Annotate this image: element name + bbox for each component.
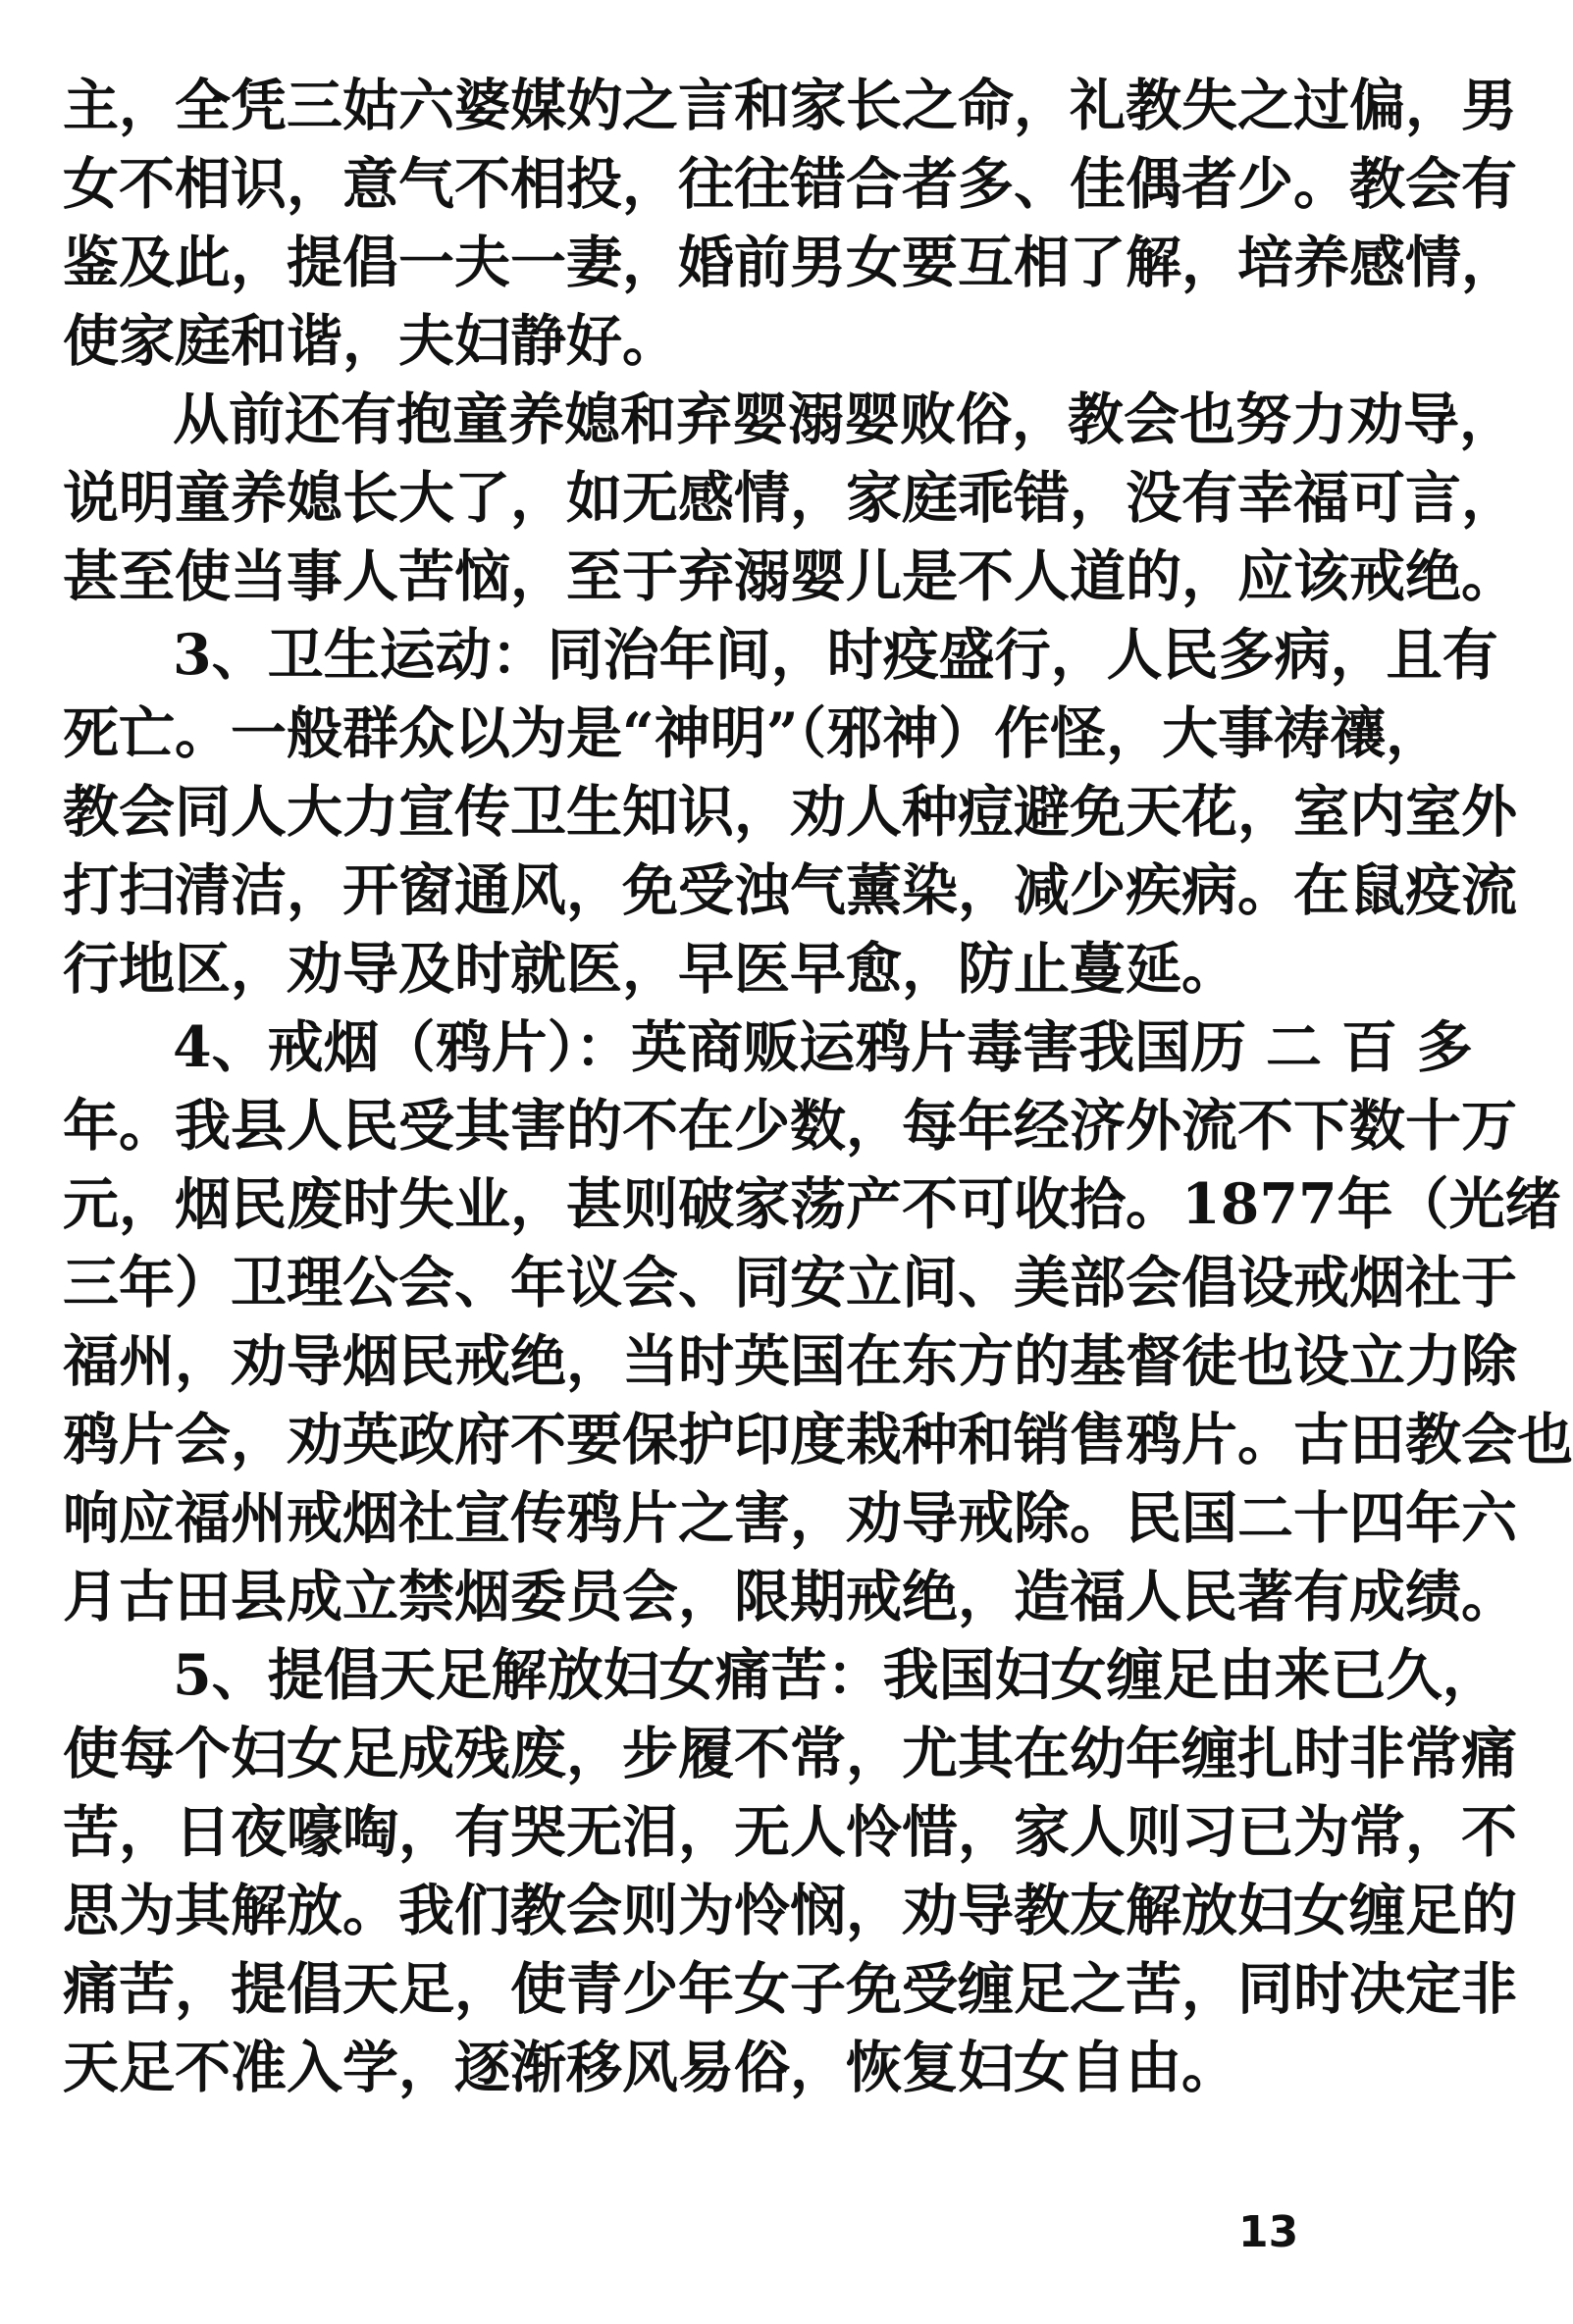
text-line: 天足不准入学，逐渐移风易俗，恢复妇女自由。 (63, 2035, 1237, 2100)
text-line: 5、提倡天足解放妇女痛苦：我国妇女缠足由来已久， (173, 1642, 1498, 1708)
text-line: 福州，劝导烟民戒绝，当时英国在东方的基督徒也设立力除 (63, 1328, 1517, 1394)
text-line: 鉴及此，提倡一夫一妻，婚前男女要互相了解，培养感情， (63, 230, 1517, 295)
text-line: 年。我县人民受其害的不在少数，每年经济外流不下数十万 (63, 1093, 1517, 1159)
text-line: 说明童养媳长大了，如无感情，家庭乖错，没有幸福可言， (63, 465, 1517, 531)
text-line: 3、卫生运动：同治年间，时疫盛行，人民多病，且有 (173, 622, 1498, 688)
text-line: 教会同人大力宣传卫生知识，劝人种痘避免天花，室内室外 (63, 779, 1517, 845)
text-line: 使家庭和谐，夫妇静好。 (63, 308, 678, 374)
text-line: 元，烟民废时失业，甚则破家荡产不可收拾。1877年（光绪 (63, 1171, 1561, 1237)
text-line: 响应福州戒烟社宣传鸦片之害，劝导戒除。民国二十四年六 (63, 1485, 1517, 1551)
text-line: 苦，日夜嚎啕，有哭无泪，无人怜惜，家人则习已为常，不 (63, 1799, 1517, 1865)
text-line: 甚至使当事人苦恼，至于弃溺婴儿是不人道的，应该戒绝。 (63, 543, 1517, 609)
text-line: 三年）卫理公会、年议会、同安立间、美部会倡设戒烟社于 (63, 1250, 1517, 1316)
text-line: 打扫清洁，开窗通风，免受浊气薰染，减少疾病。在鼠疫流 (63, 857, 1517, 923)
text-line: 从前还有抱童养媳和弃婴溺婴败俗，教会也努力劝导， (173, 387, 1515, 452)
text-line: 使每个妇女足成残废，步履不常，尤其在幼年缠扎时非常痛 (63, 1721, 1517, 1786)
text-line: 痛苦，提倡天足，使青少年女子免受缠足之苦，同时决定非 (63, 1956, 1517, 2022)
text-line: 主，全凭三姑六婆媒妁之言和家长之命，礼教失之过偏，男 (63, 73, 1517, 138)
text-line: 鸦片会，劝英政府不要保护印度栽种和销售鸦片。古田教会也 (63, 1407, 1573, 1472)
text-line: 行地区，劝导及时就医，早医早愈，防止蔓延。 (63, 936, 1237, 1002)
text-line: 月古田县成立禁烟委员会，限期戒绝，造福人民著有成绩。 (63, 1564, 1517, 1629)
text-line: 思为其解放。我们教会则为怜悯，劝导教友解放妇女缠足的 (63, 1878, 1517, 1943)
page-number: 13 (1238, 2207, 1299, 2257)
body-text (63, 67, 1573, 2107)
text-line: 死亡。一般群众以为是“神明”（邪神）作怪，大事祷禳， (63, 700, 1442, 766)
text-line: 女不相识，意气不相投，往往错合者多、佳偶者少。教会有 (63, 151, 1517, 217)
text-line: 4、戒烟（鸦片）：英商贩运鸦片毒害我国历 二 百 多 (173, 1014, 1473, 1080)
